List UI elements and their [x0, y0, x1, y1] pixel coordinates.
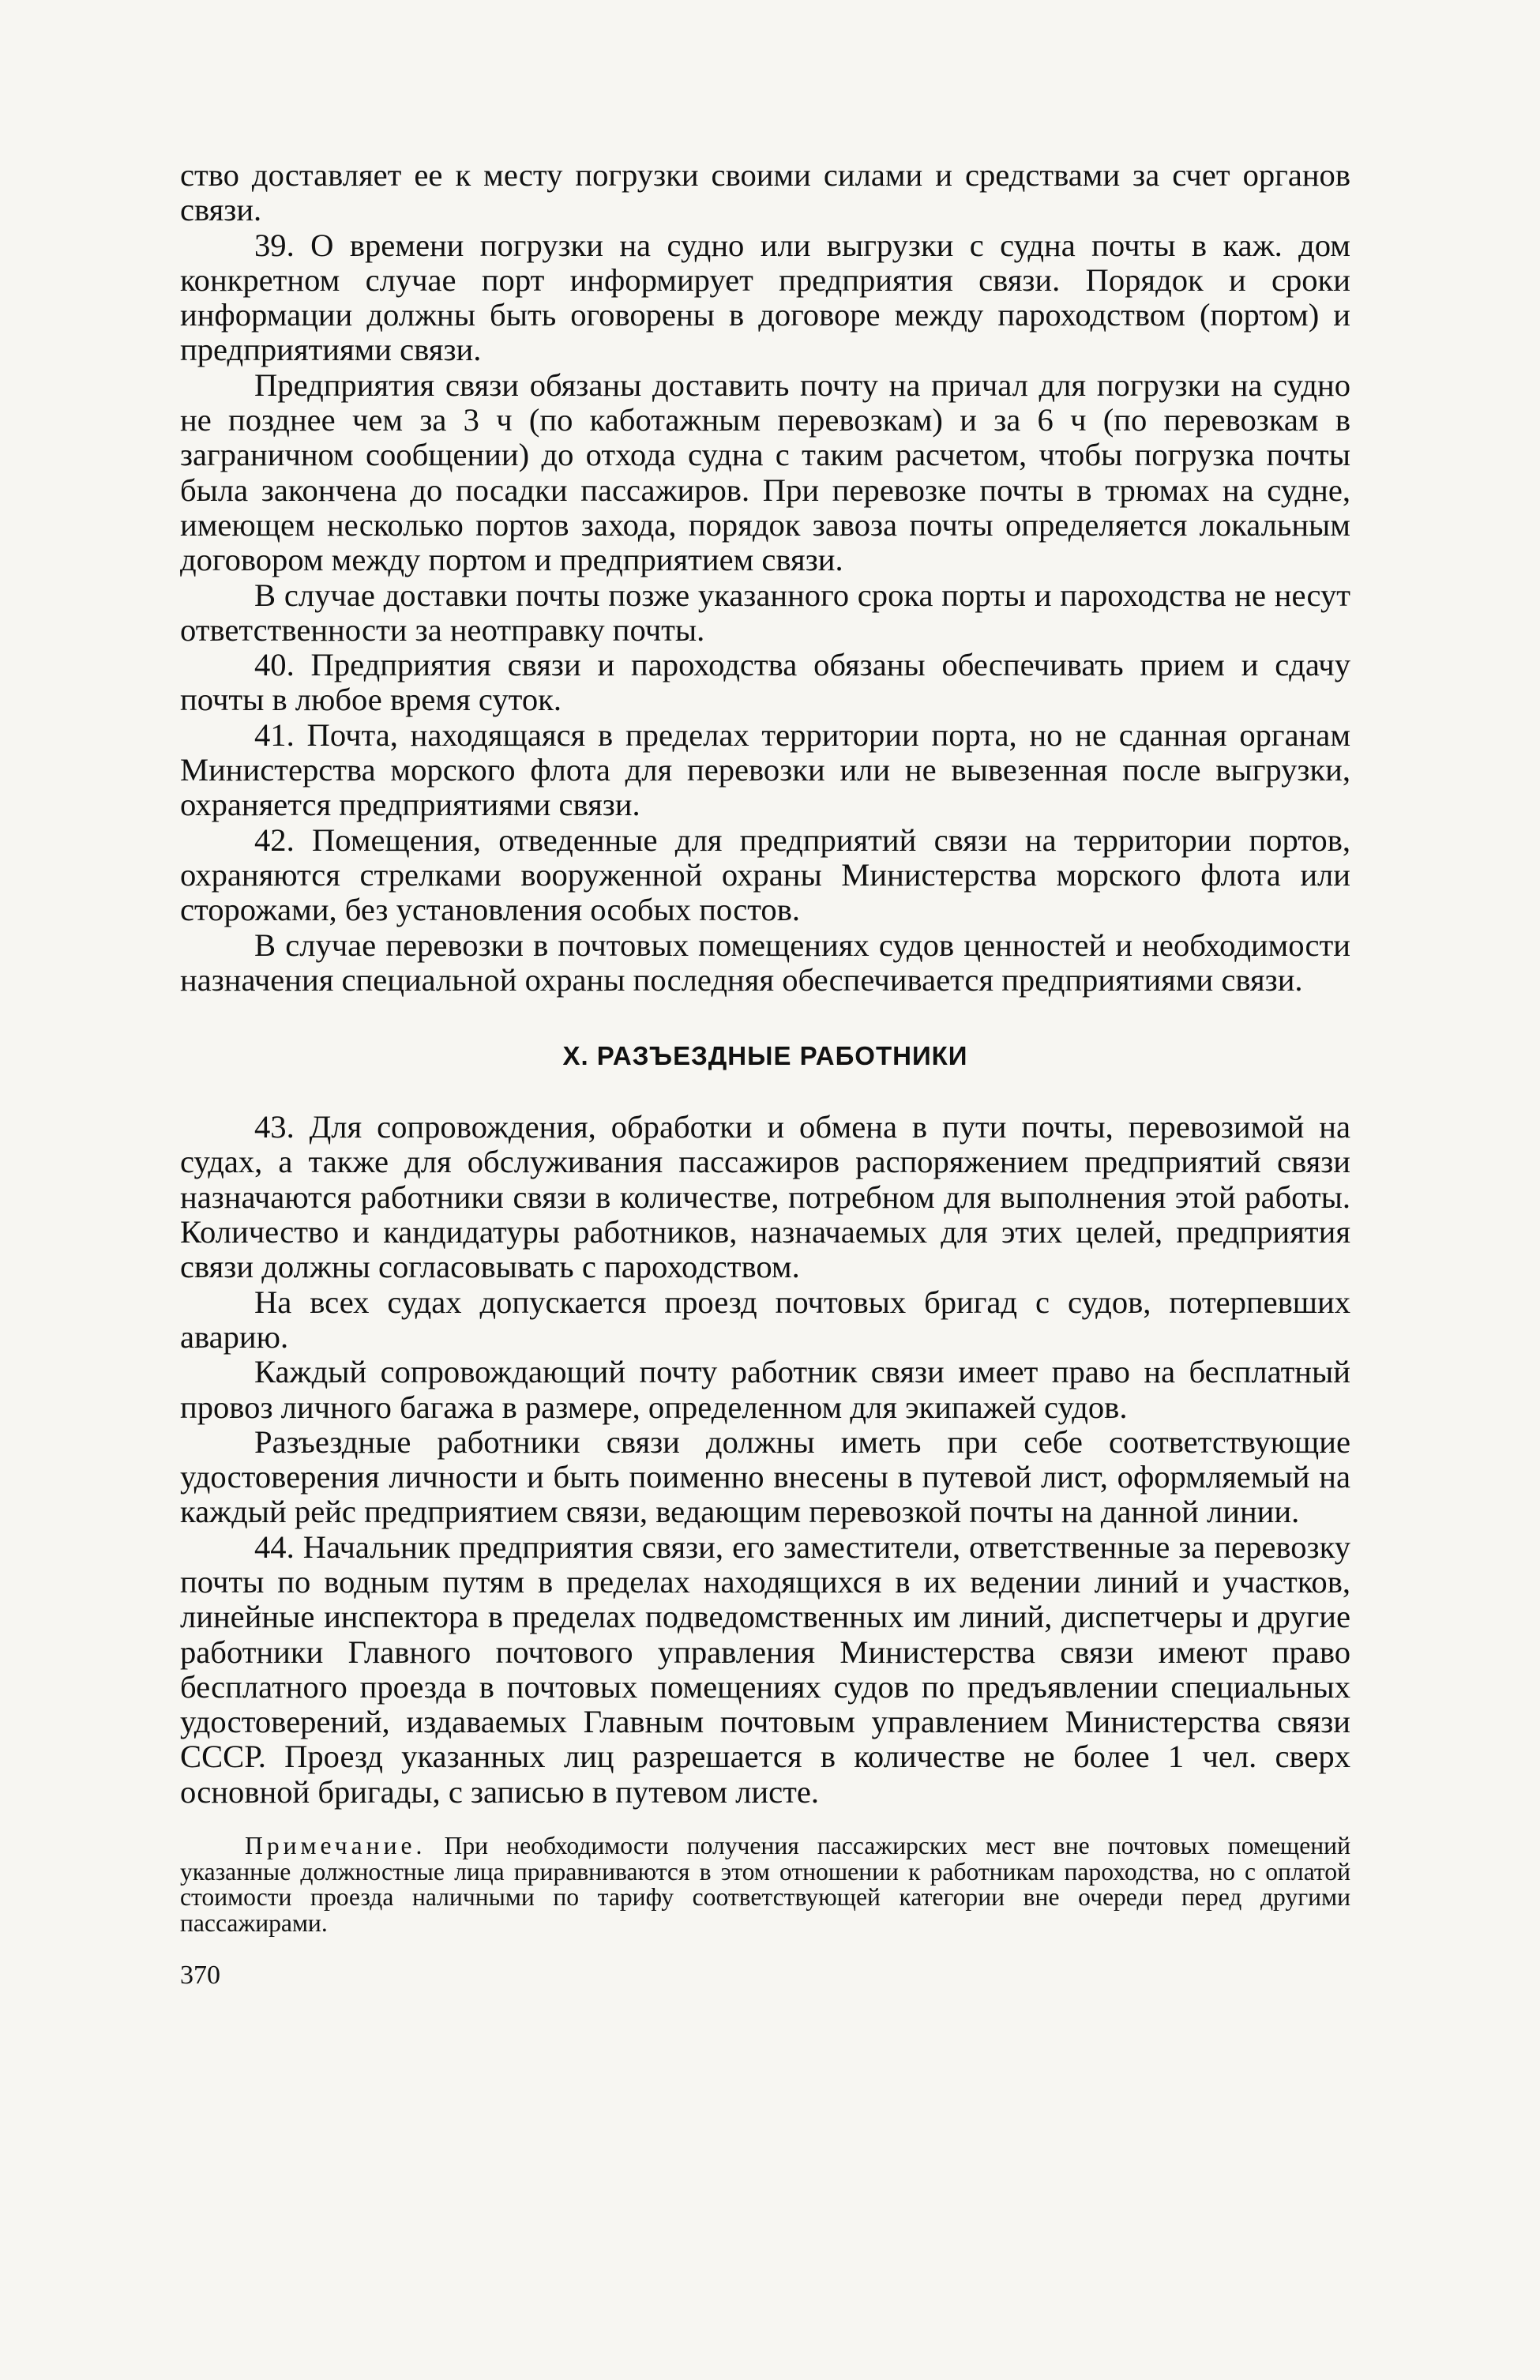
paragraph-43-documents: Разъездные работники связи должны иметь при себе соответствующие удостоверения личности и быть поименно внесены в путевой лист, оформляемый на каждый рейс предприятием связи, ведающим перевозкой почты на данной линии.: [180, 1423, 1350, 1530]
paragraph-43-brigades: На всех судах допускается проезд почтовых бригад с судов, потерпевших аварию.: [180, 1284, 1350, 1355]
paragraph-41: 41. Почта, находящаяся в пределах территории порта, но не сданная органам Министерства морского флота для перевозки или не вывезенная после выгрузки, охраняется предприятиями связи.: [180, 716, 1350, 823]
paragraph-42-values: В случае перевозки в почтовых помещениях судов ценностей и необходимости назначения специальной охраны последняя обеспечивается предприятиями связи.: [180, 927, 1350, 998]
section-heading: X. РАЗЪЕЗДНЫЕ РАБОТНИКИ: [562, 1041, 968, 1071]
footnote-text: При необходимости получения пассажирских мест вне почтовых помещений указанные должностные лица приравниваются в этом отношении к работникам пароходства, но с оплатой стоимости проезда наличными по тарифу соответствующей категории вне очереди перед другими пассажирами.: [180, 1832, 1350, 1937]
paragraph-39-late: В случае доставки почты позже указанного срока порты и пароходства не несут ответственности за неотправку почты.: [180, 577, 1350, 648]
footnote-label: Примечание.: [245, 1832, 426, 1860]
paragraph-43: 43. Для сопровождения, обработки и обмена в пути почты, перевозимой на судах, а также для обслуживания пассажиров распоряжением предприятий связи назначаются работники связи в количестве, потребном для выполнения этой работы. Количество и кандидатуры работников, назначаемых для этих целей, предприятия связи должны согласовывать с пароходством.: [180, 1109, 1350, 1285]
page-number: 370: [180, 1961, 220, 1991]
paragraph-39-delivery: Предприятия связи обязаны доставить почту на причал для погрузки на судно не позднее чем за 3 ч (по каботажным перевозкам) и за 6 ч (по перевозкам в заграничном сообщении) до отхода судна с таким расчетом, чтобы погрузка почты была закончена до посадки пассажиров. При перевозке почты в трюмах на судне, имеющем несколько портов захода, порядок завоза почты определяется локальным договором между портом и предприятием связи.: [180, 367, 1350, 578]
paragraph-43-baggage: Каждый сопровождающий почту работник связи имеет право на бесплатный провоз личного багажа в размере, определенном для экипажей судов.: [180, 1354, 1350, 1425]
footnote: [180, 1833, 1350, 1936]
page-content: [180, 158, 1350, 1991]
paragraph-44: 44. Начальник предприятия связи, его заместители, ответственные за перевозку почты по водным путям в пределах находящихся в их ведении линий и участков, линейные инспектора в пределах подведомственных им линий, диспетчеры и другие работники Главного почтового управления Министерства связи имеют право бесплатного проезда в почтовых помещениях судов по предъявлении специальных удостоверений, издаваемых Главным почтовым управлением Министерства связи СССР. Проезд указанных лиц разрешается в количестве не более 1 чел. сверх основной бригады, с записью в путевом листе.: [180, 1528, 1350, 1810]
paragraph-continuation: ство доставляет ее к месту погрузки своими силами и средствами за счет органов связи.: [180, 157, 1350, 228]
paragraph-39: 39. О времени погрузки на судно или выгрузки с судна почты в каж. дом конкретном случае порт информирует предприятия связи. Порядок и сроки информации должны быть оговорены в договоре между пароходством (портом) и предприятиями связи.: [180, 227, 1350, 368]
paragraph-40: 40. Предприятия связи и пароходства обязаны обеспечивать прием и сдачу почты в любое время суток.: [180, 647, 1350, 718]
paragraph-42: 42. Помещения, отведенные для предприятий связи на территории портов, охраняются стрелками вооруженной охраны Министерства морского флота или сторожами, без установления особых постов.: [180, 822, 1350, 928]
